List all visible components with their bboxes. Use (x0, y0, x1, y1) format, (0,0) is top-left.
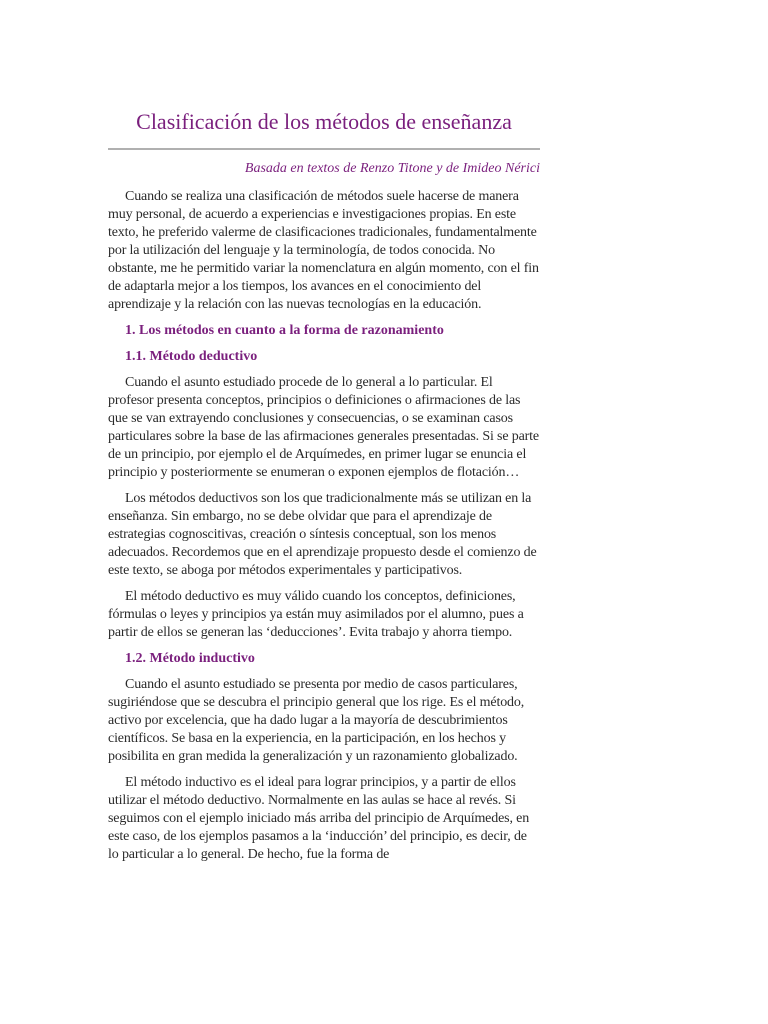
paragraph: Cuando el asunto estudiado se presenta por medio de casos particulares, sugiriéndose que se descubra el principio general que los rige. Es el método, activo por excelencia, que ha dado lugar a la mayoría de descubrimientos científicos. Se basa en la experiencia, en la participación, en los hechos y posibilita en gran medida la generalización y un razonamiento globalizado. (108, 677, 525, 764)
document-page (108, 100, 540, 872)
paragraph: El método inductivo es el ideal para lograr principios, y a partir de ellos utilizar el método deductivo. Normalmente en las aulas se hace al revés. Si seguimos con el ejemplo iniciado más arriba del principio de Arquímedes, en este caso, de los ejemplos pasamos a la ‘inducción’ del principio, es decir, de lo particular a lo general. De hecho, fue la forma de (108, 775, 530, 862)
paragraph: Cuando el asunto estudiado procede de lo general a lo particular. El profesor presenta conceptos, principios o definiciones o afirmaciones de las que se van extrayendo conclusiones y consecuencias, o se examinan casos particulares sobre la base de las afirmaciones generales presentadas. Si se parte de un principio, por ejemplo el de Arquímedes, en primer lugar se enuncia el principio y posteriormente se enumeran o exponen ejemplos de flotación… (108, 375, 539, 480)
section-1-heading: 1. Los métodos en cuanto a la forma de razonamiento (125, 323, 444, 338)
paragraph: El método deductivo es muy válido cuando los conceptos, definiciones, fórmulas o leyes y principios ya están muy asimilados por el alumno, pues a partir de ellos se generan las ‘deducciones’. Evita trabajo y ahorra tiempo. (108, 589, 524, 640)
intro-paragraph: Cuando se realiza una clasificación de métodos suele hacerse de manera muy personal, de acuerdo a experiencias e investigaciones propias. En este texto, he preferido valerme de clasificaciones tradicionales, fundamentalmente por la utilización del lenguaje y la terminología, de todos conocida. No obstante, me he permitido variar la nomenclatura en algún momento, con el fin de adaptarla mejor a los tiempos, los avances en el conocimiento del aprendizaje y la relación con las nuevas tecnologías en la educación. (108, 189, 539, 312)
document-title: Clasificación de los métodos de enseñanza (136, 109, 512, 134)
document-subtitle: Basada en textos de Renzo Titone y de Imideo Nérici (244, 161, 540, 176)
paragraph: Los métodos deductivos son los que tradicionalmente más se utilizan en la enseñanza. Sin embargo, no se debe olvidar que para el aprendizaje de estrategias cognoscitivas, creación o síntesis conceptual, son los menos adecuados. Recordemos que en el aprendizaje propuesto desde el comienzo de este texto, se aboga por métodos experimentales y participativos. (108, 491, 537, 578)
section-1-1-heading: 1.1. Método deductivo (125, 349, 258, 364)
section-1-2-heading: 1.2. Método inductivo (125, 651, 255, 666)
title-divider (108, 148, 540, 150)
